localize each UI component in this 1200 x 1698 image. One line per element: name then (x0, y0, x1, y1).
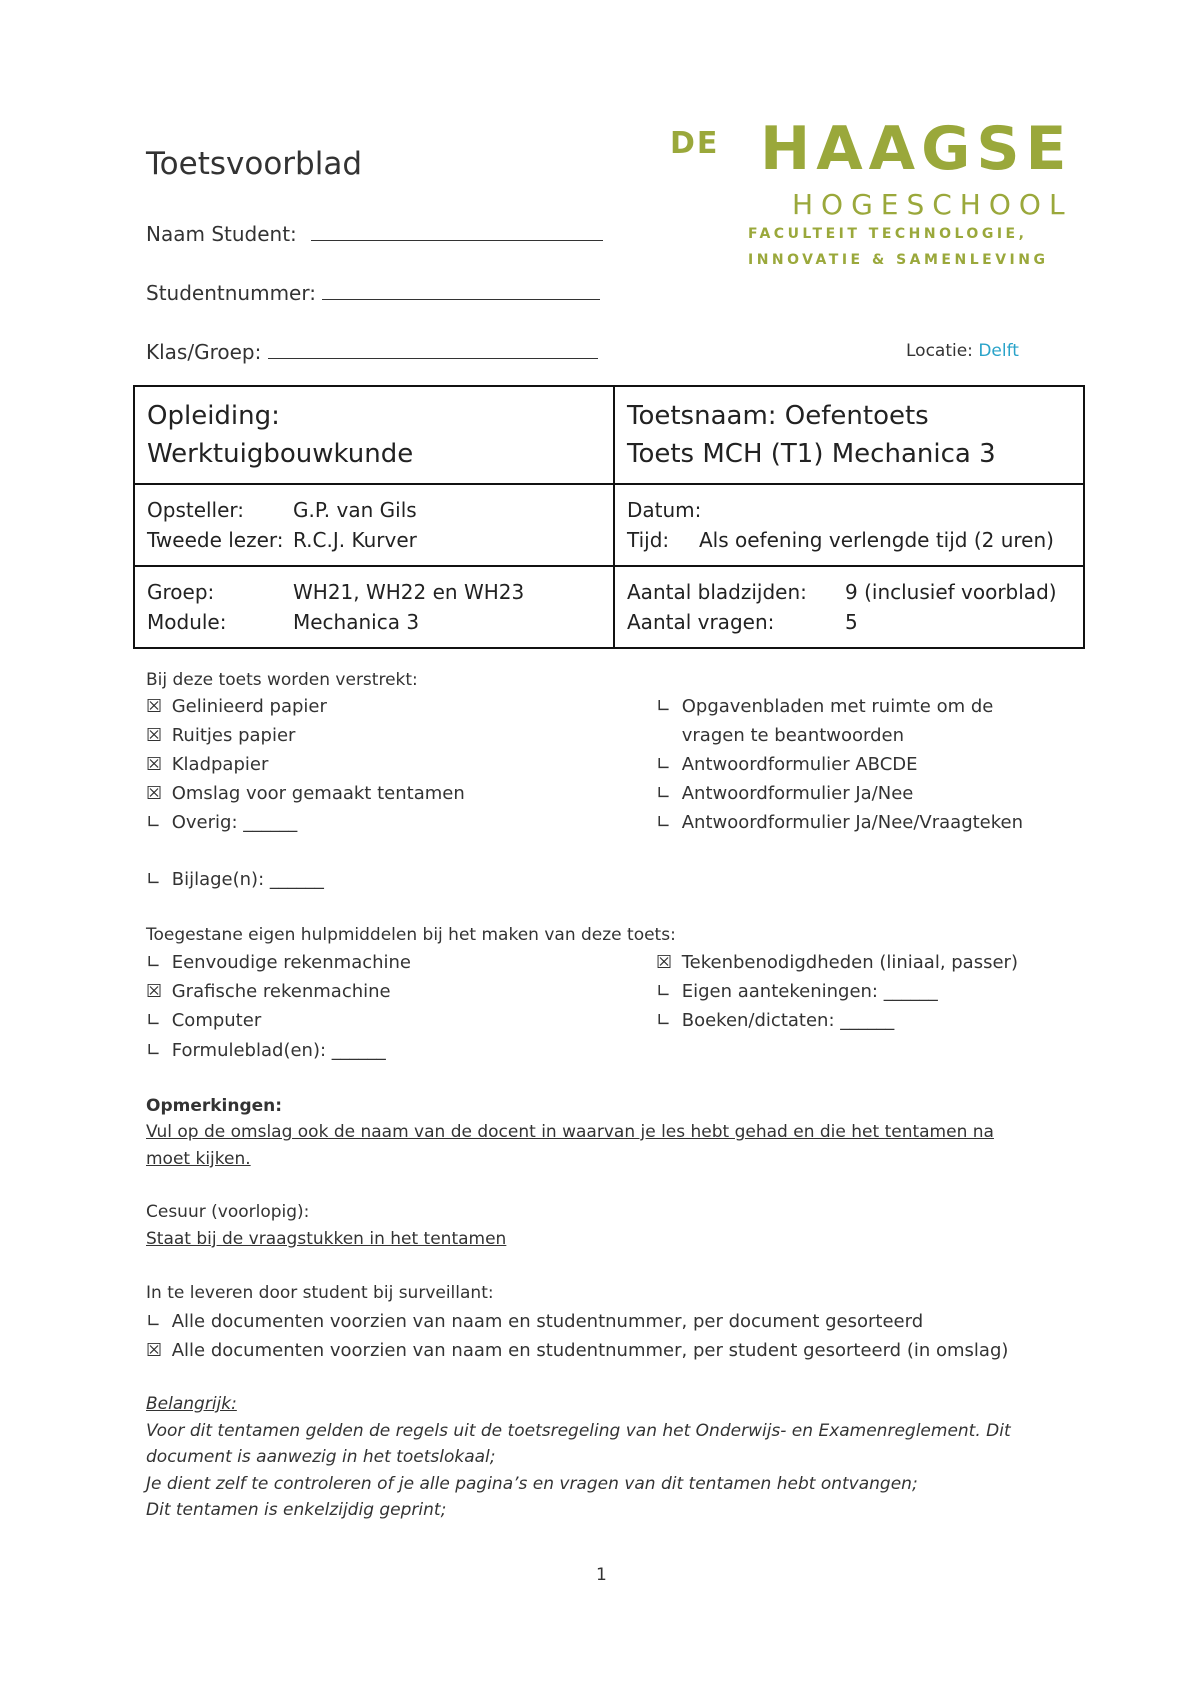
checkbox-mark: ∟ (146, 1010, 162, 1031)
belangrijk-line: document is aanwezig in het toetslokaal; (146, 1447, 496, 1467)
vragen-value: 5 (845, 610, 858, 634)
checkbox-mark: ∟ (146, 869, 162, 890)
list-item[interactable] (146, 1340, 1008, 1361)
bladzijden-value: 9 (inclusief voorblad) (845, 580, 1057, 604)
checkbox-mark: ☒ (146, 1340, 163, 1361)
list-item[interactable] (146, 783, 465, 804)
studentnummer-field (146, 279, 600, 305)
checkbox-mark: ☒ (656, 952, 673, 973)
studentnummer-label: Studentnummer: (146, 281, 316, 305)
table-row (134, 386, 1084, 484)
toetsnaam-label: Toetsnaam: Oefentoets (627, 401, 929, 431)
logo-de: DE (670, 126, 720, 161)
list-item[interactable] (656, 812, 1023, 833)
locatie-label: Locatie: (906, 341, 973, 361)
tweede-lezer-value: R.C.J. Kurver (293, 528, 417, 552)
datum-label: Datum: (627, 498, 702, 522)
exam-info-table (133, 385, 1085, 649)
list-item[interactable] (146, 754, 268, 775)
locatie-value: Delft (978, 341, 1019, 361)
list-item[interactable] (146, 981, 391, 1002)
checkbox-mark: ∟ (656, 754, 672, 775)
checkbox-mark: ☒ (146, 981, 163, 1002)
list-item-label: Grafische rekenmachine (171, 981, 391, 1002)
checkbox-mark: ∟ (656, 812, 672, 833)
list-item-label: Antwoordformulier Ja/Nee (681, 783, 914, 804)
list-item-label: Boeken/dictaten: ______ (681, 1010, 895, 1031)
groep-value: WH21, WH22 en WH23 (293, 580, 525, 604)
list-item[interactable] (656, 981, 938, 1002)
opsteller-cell (134, 484, 614, 566)
list-item-label: Eigen aantekeningen: ______ (681, 981, 938, 1002)
logo-faculteit: FACULTEIT TECHNOLOGIE, (748, 226, 1028, 242)
checkbox-mark: ∟ (656, 696, 672, 717)
groep-cell (134, 566, 614, 648)
opsteller-value: G.P. van Gils (293, 498, 417, 522)
list-item[interactable] (656, 1010, 894, 1031)
list-item-label: Formuleblad(en): ______ (171, 1040, 386, 1061)
list-item-label: Omslag voor gemaakt tentamen (171, 783, 465, 804)
checkbox-mark: ☒ (146, 696, 163, 717)
bladzijden-cell (614, 566, 1084, 648)
klas-groep-label: Klas/Groep: (146, 340, 262, 364)
checkbox-mark: ∟ (656, 981, 672, 1002)
toets-value: Toets MCH (T1) Mechanica 3 (627, 439, 996, 469)
logo-hogeschool: HOGESCHOOL (792, 188, 1073, 221)
list-item-label: Tekenbenodigdheden (liniaal, passer) (681, 952, 1018, 973)
opmerkingen-line-1: Vul op de omslag ook de naam van de docent in waarvan je les hebt gehad en die het tentamen na (146, 1122, 994, 1142)
logo-haagse: HAAGSE (760, 114, 1073, 184)
studentnummer-line[interactable] (322, 279, 600, 300)
list-item[interactable] (146, 1311, 923, 1332)
list-item[interactable] (146, 1010, 261, 1031)
toetsnaam-cell (614, 386, 1084, 484)
tijd-label: Tijd: (627, 528, 670, 552)
klas-groep-line[interactable] (268, 338, 598, 359)
verstrekt-heading: Bij deze toets worden verstrekt: (146, 670, 418, 690)
list-item-label: Antwoordformulier ABCDE (681, 754, 918, 775)
list-item[interactable] (656, 783, 913, 804)
datum-cell (614, 484, 1084, 566)
naam-student-line[interactable] (311, 220, 603, 241)
hulpmiddelen-heading: Toegestane eigen hulpmiddelen bij het maken van deze toets: (146, 925, 676, 945)
list-item[interactable] (146, 1040, 386, 1061)
bladzijden-label: Aantal bladzijden: (627, 580, 807, 604)
checkbox-mark: ∟ (146, 1311, 162, 1332)
module-value: Mechanica 3 (293, 610, 420, 634)
list-item-label: Ruitjes papier (171, 725, 296, 746)
groep-label: Groep: (147, 580, 215, 604)
logo-innovatie: INNOVATIE & SAMENLEVING (748, 252, 1049, 268)
list-item (656, 725, 904, 746)
cesuur-heading: Cesuur (voorlopig): (146, 1202, 310, 1222)
cesuur-text: Staat bij de vraagstukken in het tentamen (146, 1229, 507, 1249)
naam-student-field (146, 220, 603, 246)
list-item-label: Eenvoudige rekenmachine (171, 952, 412, 973)
checkbox-mark: ∟ (146, 952, 162, 973)
checkbox-mark: ∟ (146, 1040, 162, 1061)
list-item-label: Computer (171, 1010, 262, 1031)
vragen-label: Aantal vragen: (627, 610, 775, 634)
list-item-label: Gelinieerd papier (171, 696, 327, 717)
opleiding-cell (134, 386, 614, 484)
belangrijk-line: Voor dit tentamen gelden de regels uit de toetsregeling van het Onderwijs- en Examenreglement. Dit (146, 1421, 1011, 1441)
checkbox-mark: ☒ (146, 725, 163, 746)
bijlage-item[interactable] (146, 869, 324, 890)
list-item-label: Opgavenbladen met ruimte om de (681, 696, 994, 717)
klas-groep-field (146, 338, 598, 364)
list-item-label: Alle documenten voorzien van naam en studentnummer, per document gesorteerd (171, 1311, 924, 1332)
list-item-label: Bijlage(n): ______ (171, 869, 324, 890)
list-item-label: Kladpapier (171, 754, 269, 775)
list-item-label: Overig: ______ (171, 812, 298, 833)
checkbox-mark: ☒ (146, 754, 163, 775)
belangrijk-heading: Belangrijk: (146, 1394, 237, 1414)
inleveren-heading: In te leveren door student bij surveillant: (146, 1283, 494, 1303)
locatie (906, 341, 1019, 361)
checkbox-mark: ∟ (146, 812, 162, 833)
list-item[interactable] (146, 725, 295, 746)
list-item[interactable] (146, 812, 297, 833)
table-row (134, 566, 1084, 648)
list-item-label: Alle documenten voorzien van naam en studentnummer, per student gesorteerd (in omslag) (171, 1340, 1009, 1361)
list-item-label: vragen te beantwoorden (681, 725, 905, 746)
belangrijk-line: Je dient zelf te controleren of je alle pagina’s en vragen van dit tentamen hebt ontvangen; (146, 1474, 918, 1494)
checkbox-mark: ∟ (656, 1010, 672, 1031)
list-item[interactable] (656, 952, 1018, 973)
tweede-lezer-label: Tweede lezer: (147, 528, 284, 552)
list-item[interactable] (656, 754, 918, 775)
table-row (134, 484, 1084, 566)
opleiding-label: Opleiding: (147, 401, 280, 431)
tijd-value: Als oefening verlengde tijd (2 uren) (699, 528, 1054, 552)
checkbox-mark: ☒ (146, 783, 163, 804)
checkbox-mark: ∟ (656, 783, 672, 804)
list-item[interactable] (146, 696, 327, 717)
opmerkingen-line-2: moet kijken. (146, 1149, 251, 1169)
list-item[interactable] (146, 952, 411, 973)
naam-student-label: Naam Student: (146, 222, 297, 246)
list-item-label: Antwoordformulier Ja/Nee/Vraagteken (681, 812, 1024, 833)
opsteller-label: Opsteller: (147, 498, 245, 522)
logo (670, 114, 1090, 278)
list-item[interactable] (656, 696, 993, 717)
page-title: Toetsvoorblad (146, 146, 363, 182)
module-label: Module: (147, 610, 227, 634)
page-number: 1 (596, 1565, 607, 1585)
opmerkingen-heading: Opmerkingen: (146, 1096, 283, 1116)
belangrijk-line: Dit tentamen is enkelzijdig geprint; (146, 1500, 447, 1520)
opleiding-value: Werktuigbouwkunde (147, 439, 414, 469)
